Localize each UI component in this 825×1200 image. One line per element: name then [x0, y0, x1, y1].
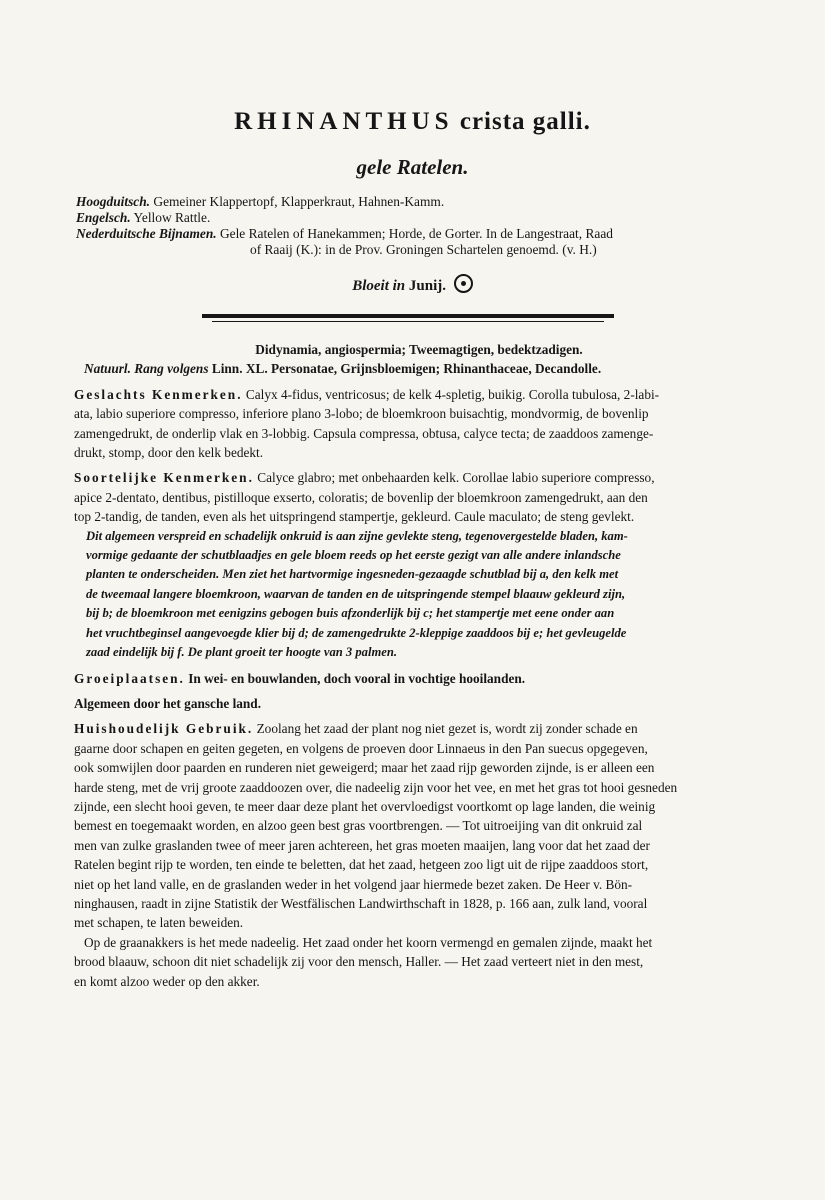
household-line-7: men van zulke graslanden twee of meer jaren achtereen, het gras moeten maaijen, lang voor dat het zaad der — [74, 837, 650, 853]
household-line-1 — [74, 719, 764, 738]
annual-symbol-icon — [454, 274, 473, 293]
species-heading: Soortelijke Kenmerken. — [74, 470, 254, 486]
habitat-general: Algemeen door het gansche land. — [74, 695, 262, 711]
species-line-3: top 2-tandig, de tanden, even als het uitspringend stampertje, gekleurd. Caule maculato; de steng gevlekt. — [74, 509, 635, 525]
german-name-row — [76, 194, 776, 210]
vernacular-names — [76, 194, 776, 258]
page-title — [0, 108, 825, 136]
bloom-line — [0, 274, 825, 295]
description-line-2: vormige gedaante der schutblaadjes en gele bloem reeds op het eerste gezigt van alle andere inlandsche — [86, 548, 621, 563]
description-line-1: Dit algemeen verspreid en schadelijk onkruid is aan zijne gevlekte steng, tegenovergestelde bladen, kam- — [86, 528, 628, 543]
description-line-5: bij b; de bloemkroon met eenigzins gebogen buis afzonderlijk bij c; het stampertje met eene onder aan — [86, 606, 615, 621]
species-line-1 — [74, 468, 764, 487]
english-value: Yellow Rattle. — [133, 210, 211, 225]
household-line-5: zijnde, een slecht hooi geven, te meer daar deze plant het overvloedigst voortkomt op lage landen, die weinig — [74, 798, 656, 814]
household-line-6: bemest en toegemaakt worden, en alzoo geen best gras voortbrengen. — Tot uitroeijing van dit onkruid zal — [74, 818, 643, 834]
genus-characters — [74, 385, 764, 463]
household-line-2: gaarne door schapen en geiten gegeten, en volgens de proeven door Linnaeus in den Pan suecus opgegeven, — [74, 740, 648, 756]
household-line-10: ninghausen, raadt in zijne Statistik der Westfälischen Landwirthschaft in 1828, p. 166 aan, zulk land, vooral — [74, 895, 648, 911]
household-line-3: ook somwijlen door paarden en runderen niet geweigerd; maar het zaad rijp geworden zijnde, is er alleen een — [74, 760, 655, 776]
bloom-month: Junij. — [408, 278, 447, 294]
genus-line-1 — [74, 385, 764, 404]
household-p2-line-2: brood blaauw, schoon dit niet schadelijk zij voor den mensch, Haller. — Het zaad verteert niet in den mest, — [74, 954, 644, 970]
species-characters — [74, 468, 764, 526]
english-label: Engelsch. — [76, 210, 131, 225]
description-line-4: de tweemaal langere bloemkroon, waarvan de tanden en de uitspringende stempel blaauw gekleurd zijn, — [86, 586, 626, 601]
classification-line: Didynamia, angiospermia; Tweemagtigen, bedektzadigen. — [255, 342, 583, 357]
title-species: crista galli. — [459, 108, 591, 135]
household-line-11: met schapen, te laten beweiden. — [74, 915, 244, 931]
household-p2-line-1: Op de graanakkers is het mede nadeelig. Het zaad onder het koorn vermengd en gemalen zijnde, maakt het — [84, 934, 653, 950]
english-name-row — [76, 210, 776, 226]
household-text-1: Zoolang het zaad der plant nog niet gezet is, wordt zij zonder schade en — [256, 721, 638, 737]
genus-line-4: drukt, stomp, door den kelk bedekt. — [74, 445, 264, 461]
natural-order-line — [74, 359, 764, 378]
habitat-text: In wei- en bouwlanden, doch vooral in vochtige hooilanden. — [188, 670, 526, 686]
dutch-name-row-2 — [76, 242, 776, 258]
natural-order-label: Natuurl. Rang volgens — [84, 361, 209, 377]
genus-heading: Geslachts Kenmerken. — [74, 386, 243, 402]
household-heading: Huishoudelijk Gebruik. — [74, 721, 254, 737]
genus-line-2: ata, labio superiore compresso, inferiore plano 3-lobo; de bloemkroon buisachtig, mondvormig, de bovenlip — [74, 406, 649, 422]
household-line-4: harde steng, met de vrij groote zaaddoozen over, die nadeelig zijn voor het vee, en met het gras tot hooi gesneden — [74, 779, 678, 795]
household-use — [74, 719, 764, 932]
household-use-2 — [74, 933, 764, 991]
household-line-9: niet op het land valle, en de graslanden weder in het volgend jaar hiermede bezet zaken. De Heer v. Bön- — [74, 876, 633, 892]
genus-text-1: Calyx 4-fidus, ventricosus; de kelk 4-spletig, buikig. Corolla tubulosa, 2-labi- — [245, 386, 660, 402]
common-name: gele Ratelen. — [356, 155, 469, 179]
divider-rule-thick — [202, 314, 614, 318]
household-line-8: Ratelen begint rijp te worden, ten einde te beletten, dat het zaad, hetgeen zoo ligt uit de rijpe zaaddoos stort, — [74, 857, 649, 873]
genus-line-3: zamengedrukt, de onderlip vlak en 3-lobbig. Capsula compressa, obtusa, calyce tecta; de zaaddoos zamenge- — [74, 425, 654, 441]
dutch-value-line1: Gele Ratelen of Hanekammen; Horde, de Gorter. In de Langestraat, Raad — [219, 226, 613, 241]
description-line-3: planten te onderscheiden. Men ziet het hartvormige ingesneden-gezaagde schutblad bij a, den kelk met — [86, 567, 619, 582]
household-p2-line-3: en komt alzoo weder op den akker. — [74, 973, 260, 989]
main-text — [74, 340, 764, 991]
natural-order-value: Linn. XL. Personatae, Grijnsbloemigen; Rhinanthaceae, Decandolle. — [211, 361, 602, 377]
species-line-2: apice 2-dentato, dentibus, pistilloque exserto, coloratis; de bovenlip der bloemkroon zamengedrukt, aan den — [74, 489, 648, 505]
habitat-line — [74, 669, 764, 688]
bloom-label: Bloeit in — [352, 278, 406, 294]
habitat-heading: Groeiplaatsen. — [74, 670, 185, 686]
dutch-label: Nederduitsche Bijnamen. — [76, 226, 217, 241]
german-value: Gemeiner Klappertopf, Klapperkraut, Hahnen-Kamm. — [153, 194, 445, 209]
divider-rule-thin — [212, 321, 604, 322]
german-label: Hoogduitsch. — [76, 194, 151, 209]
species-text-1: Calyce glabro; met onbehaarden kelk. Corollae labio superiore compresso, — [257, 470, 655, 486]
dutch-name-row — [76, 226, 776, 242]
title-genus: RHINANTHUS — [234, 108, 454, 135]
dutch-value-line2: of Raaij (K.): in de Prov. Groningen Schartelen genoemd. (v. H.) — [250, 242, 597, 257]
plant-description — [74, 527, 764, 663]
description-line-6: het vruchtbeginsel aangevoegde klier bij d; de zamengedrukte 2-kleppige zaaddoos bij e; het gevleugelde — [86, 625, 627, 640]
description-line-7: zaad eindelijk bij f. De plant groeit ter hoogte van 3 palmen. — [86, 645, 397, 660]
